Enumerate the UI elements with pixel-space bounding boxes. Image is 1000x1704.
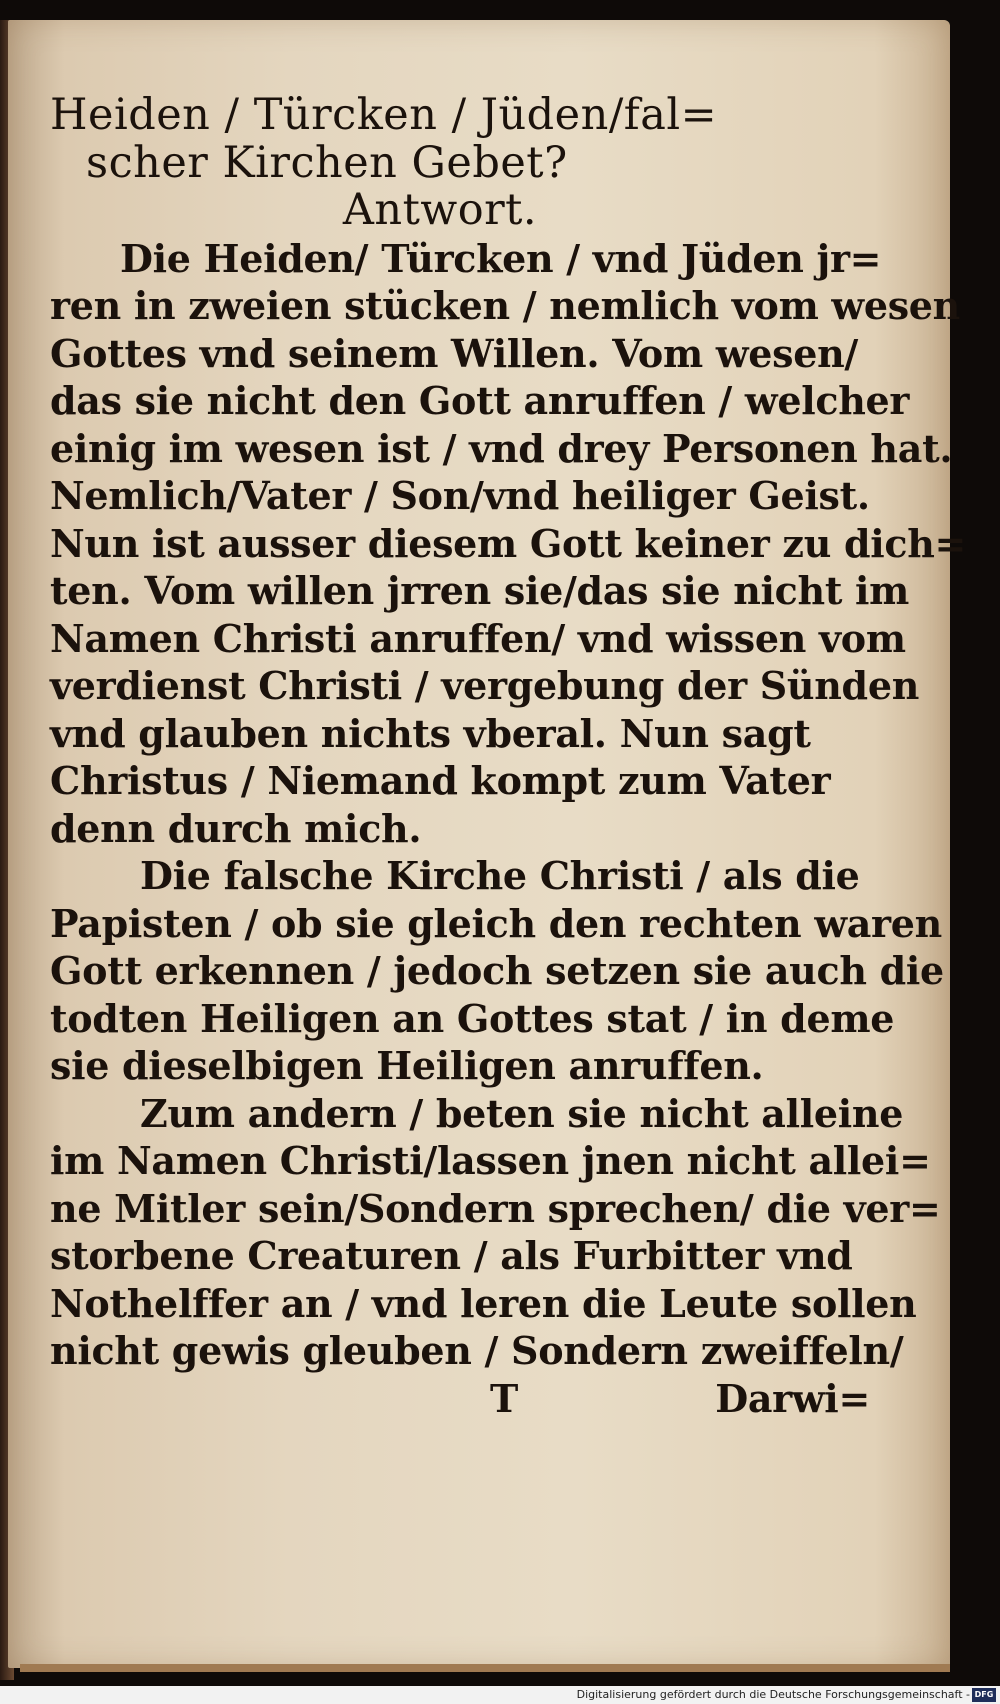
page-bottom-edge [20, 1664, 950, 1672]
catchword-line [50, 1375, 890, 1423]
text-line: Gott erkennen / jedoch setzen sie auch die [50, 948, 944, 993]
signature-mark: T [490, 1375, 518, 1421]
text-line: vnd glauben nichts vberal. Nun sagt [50, 710, 811, 756]
text-line: ren in zweien stücken / nemlich vom wesen [50, 283, 960, 328]
text-line: denn durch mich. [50, 805, 422, 851]
text-line: Zum andern / beten sie nicht alleine [140, 1090, 904, 1136]
text-line: ten. Vom willen jrren sie/das sie nicht im [50, 568, 910, 613]
text-line: ne Mitler sein/Sondern sprechen/ die ver= [50, 1185, 941, 1231]
dfg-logo: DFG [972, 1688, 996, 1702]
text-line: nicht gewis gleuben / Sondern zweiffeln/ [50, 1328, 904, 1373]
digitization-credit: Digitalisierung gefördert durch die Deutsche Forschungsgemeinschaft - [576, 1688, 970, 1701]
text-line: das sie nicht den Gott anruffen / welcher [50, 378, 910, 423]
text-line: Christus / Niemand kompt zum Vater [50, 758, 831, 803]
text-line: Nun ist ausser diesem Gott keiner zu dich= [50, 520, 967, 566]
text-line: Gottes vnd seinem Willen. Vom wesen/ [50, 330, 858, 376]
text-line: Die Heiden/ Türcken / vnd Jüden jr= [120, 235, 882, 281]
text-line: Nemlich/Vater / Son/vnd heiliger Geist. [50, 473, 870, 518]
page-text [50, 90, 967, 1422]
text-line: todten Heiligen an Gottes stat / in deme [50, 995, 895, 1041]
text-line: einig im wesen ist / vnd drey Personen hat. [50, 425, 953, 471]
heading-line-1: Heiden / Türcken / Jüden/fal= [50, 90, 718, 140]
text-line: Nothelffer an / vnd leren die Leute sollen [50, 1280, 917, 1326]
text-line: storbene Creaturen / als Furbitter vnd [50, 1233, 853, 1278]
text-line: Namen Christi anruffen/ vnd wissen vom [50, 615, 906, 661]
text-line: verdienst Christi / vergebung der Sünden [50, 663, 920, 708]
text-line: sie dieselbigen Heiligen anruffen. [50, 1043, 764, 1088]
text-line: im Namen Christi/lassen jnen nicht allei= [50, 1138, 931, 1183]
answer-heading: Antwort. [342, 185, 538, 235]
text-line: Die falsche Kirche Christi / als die [140, 853, 860, 898]
heading-line-2: scher Kirchen Gebet? [86, 137, 568, 188]
catchword: Darwi= [715, 1375, 870, 1421]
text-line: Papisten / ob sie gleich den rechten waren [50, 900, 942, 946]
